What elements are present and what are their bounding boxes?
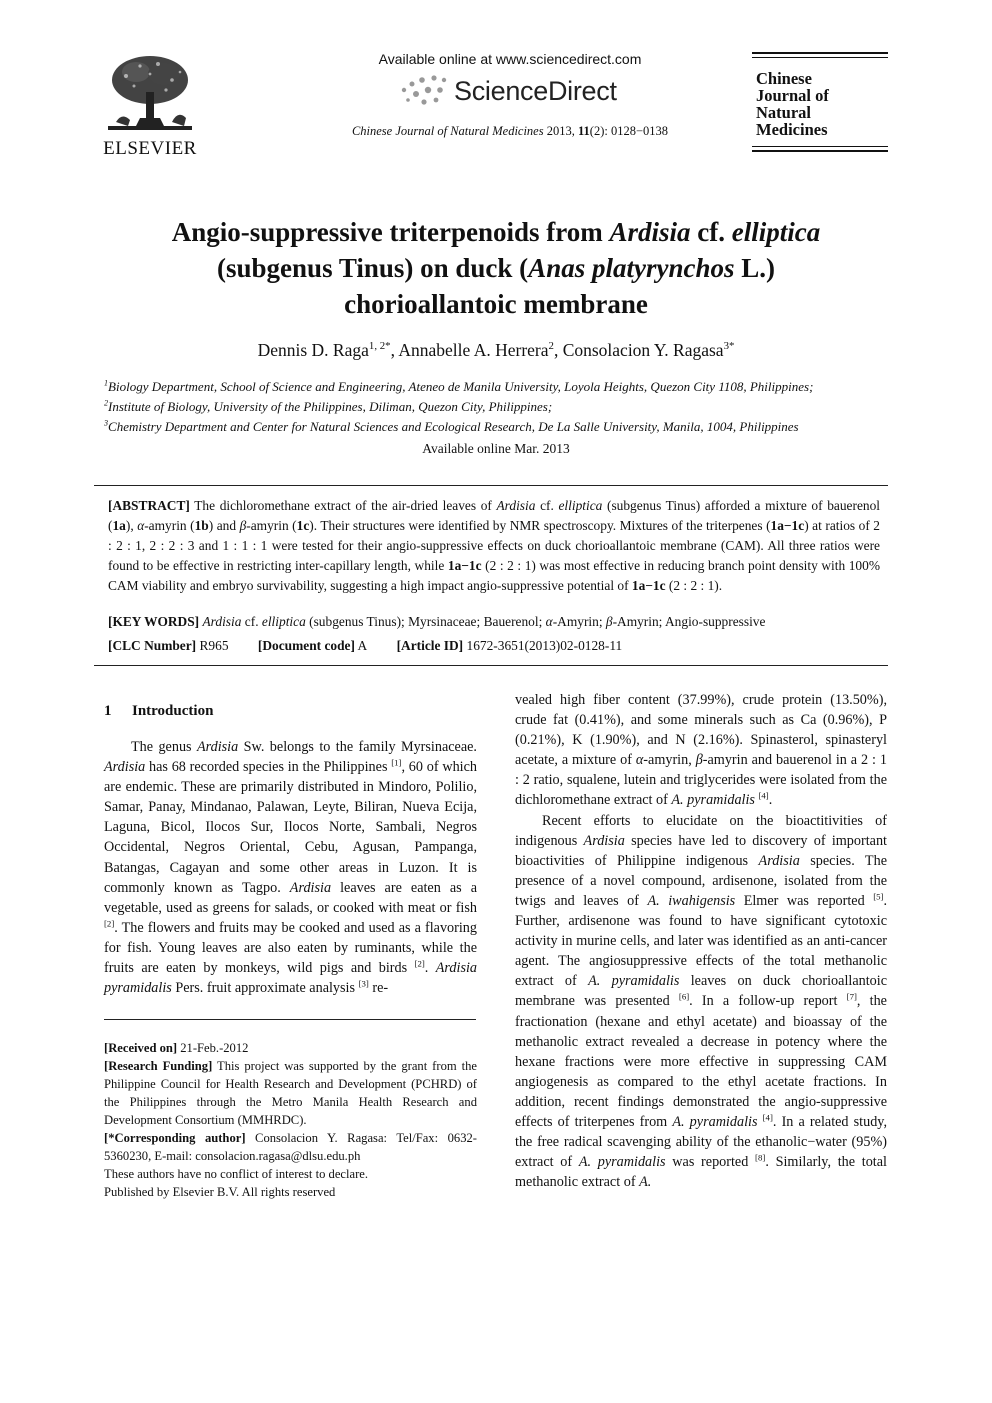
citation-ref[interactable]: [7] <box>846 991 857 1002</box>
journal-citation <box>300 124 720 139</box>
text-run: (subgenus Tinus); Myrsinaceae; Bauerenol; <box>305 614 546 629</box>
italic-text: A. pyramidalis <box>671 792 755 809</box>
article-id <box>397 638 623 654</box>
affiliation-num: 2 <box>104 398 109 408</box>
text-run: . <box>768 792 773 809</box>
text-run: leaves on duck chorioallantoic membrane was presented <box>515 973 887 1010</box>
bold-text: [Article ID] <box>396 638 464 653</box>
available-online-date: Available online Mar. 2013 <box>422 441 570 456</box>
footnotes <box>104 1039 477 1201</box>
text-run: (2 : 2 : 1). <box>665 578 723 593</box>
affiliation-item <box>104 397 894 417</box>
citation-ref[interactable]: [1] <box>391 757 402 768</box>
text-run: (2 : 2 : 1) was most effective in reducing branch point density with 100% CAM viability and embryo survivability, suggesting a high impact angio-suppressive potential of <box>108 558 880 593</box>
citation-year: 2013, <box>546 124 575 138</box>
footnote-conflict: These authors have no conflict of interest to declare. <box>104 1167 369 1181</box>
paragraph <box>104 737 477 998</box>
title-text-italic: elliptica <box>731 217 821 247</box>
italic-text: A. pyramidalis <box>578 1154 666 1171</box>
text-run: species have led to discovery of important bioactivities of Philippine indigenous <box>515 832 887 869</box>
sciencedirect-wordmark: ScienceDirect <box>454 76 617 106</box>
italic-text: elliptica <box>261 614 306 629</box>
italic-text: A. <box>639 1174 652 1191</box>
title-text: L.) <box>734 253 775 283</box>
author-affil-sup: 3* <box>723 340 735 353</box>
text-run: Recent efforts to elucidate on the bioactitivities of indigenous <box>515 812 887 849</box>
affiliation-num: 3 <box>104 418 109 428</box>
italic-text: Ardisia <box>496 498 536 513</box>
text-run: . The flowers and fruits may be cooked and used as a flavoring for fish. Young leaves are also eaten by ruminants, while the fruits are eaten by monkeys, wild pigs and birds <box>104 919 477 977</box>
italic-text: β <box>695 752 703 769</box>
text-run: The dichloromethane extract of the air-dried leaves of <box>189 498 497 513</box>
abstract-bottom-rule <box>94 665 888 666</box>
title-text: (subgenus Tinus) on duck ( <box>217 253 529 283</box>
citation-ref[interactable]: [4] <box>758 790 769 801</box>
italic-text: Ardisia <box>289 879 332 896</box>
text-run: cf. <box>241 614 262 629</box>
italic-text: Ardisia pyramidalis <box>104 960 478 997</box>
text-run: , the fractionation (hexane and ethyl acetate) and bioassay of the methanolic extract revealed a decrease in potency where the hexane fractions were more effective in suppressing CAM angiogenesis as compared to the ethyl acetate fractions. In addition, recent findings demonstrated the angio-suppressive effects of triterpenes from <box>515 993 887 1130</box>
text-run: Consolacion Y. Ragasa: Tel/Fax: 0632-5360230, E-mail: consolacion.ragasa@dlsu.edu.ph <box>104 1131 477 1163</box>
abstract <box>108 496 880 596</box>
italic-text: Ardisia <box>758 852 800 869</box>
text-run: re- <box>368 980 389 997</box>
title-text: cf. <box>690 217 732 247</box>
bold-text: 1b <box>194 518 209 533</box>
text-run: A <box>354 638 368 653</box>
citation-journal: Chinese Journal of Natural Medicines <box>351 124 544 138</box>
text-run: leaves are eaten as a vegetable, used as greens for salads, or cooked with meat or fish <box>104 879 477 916</box>
italic-text: A. pyramidalis <box>672 1113 758 1130</box>
citation-ref[interactable]: [4] <box>762 1112 773 1123</box>
bold-text: [Research Funding] <box>104 1059 213 1073</box>
author-name[interactable]: Consolacion Y. Ragasa <box>562 340 724 360</box>
citation-ref[interactable]: [2] <box>104 918 115 929</box>
text-run: This project was supported by the grant from the Philippine Council for Health Research and Development (PCHRD) of the Philippines through the Metro Manila Health Research and Development Consortium (MMHRDC). <box>104 1059 478 1127</box>
journal-box-top-rule-thin <box>752 57 888 58</box>
text-run: , 60 of which are endemic. These are primarily distributed in Mindoro, Polilio, Samar, Panay, Mindanao, Palawan, Leyte, Biliran, Nueva Ecija, Laguna, Bicol, Ilocos Sur, Ilocos Norte, Sambali, Negros Occidental, Negros Oriental, Cebu, Agusan, Pampanga, Batangas, Cagayan and some other areas in Luzon. It is commonly known as Tagpo. <box>104 759 477 896</box>
italic-text: A. pyramidalis <box>588 973 680 990</box>
author-affil-sup: 1, 2* <box>368 340 391 353</box>
text-run: . In a follow-up report <box>689 993 847 1010</box>
italic-text: α <box>137 518 145 533</box>
italic-text: elliptica <box>558 498 603 513</box>
bold-text: 1a <box>112 518 126 533</box>
affiliation-text: Institute of Biology, University of the Philippines, Diliman, Quezon City, Philippines; <box>108 399 553 414</box>
elsevier-tree-icon <box>106 52 194 134</box>
journal-box-line: Chinese <box>756 69 812 88</box>
abstract-label: [ABSTRACT] <box>108 498 190 513</box>
text-run: Pers. fruit approximate analysis <box>171 980 359 997</box>
footnote-funding <box>104 1057 477 1129</box>
footnote-received <box>104 1039 477 1057</box>
author-name[interactable]: Annabelle A. Herrera <box>398 340 549 360</box>
journal-box-bottom-rule <box>752 150 888 152</box>
text-run: . <box>424 960 436 977</box>
text-run: ). Their structures were identified by NMR spectroscopy. Mixtures of the triterpenes ( <box>309 518 771 533</box>
text-run: vealed high fiber content (37.99%), crude protein (13.50%), crude fat (0.41%), and some minerals such as Ca (0.96%), P (0.21%), K (1.90%), and N (2.16%). Spinasterol, spinasteryl acetate, a mixture of <box>515 692 887 769</box>
text-run: -amyrin ( <box>246 518 297 533</box>
publisher-name: ELSEVIER <box>103 138 197 159</box>
right-column-body <box>515 690 887 1192</box>
italic-text: α <box>635 752 644 769</box>
text-run: -Amyrin; Angio-suppressive <box>612 614 766 629</box>
author-separator: , <box>390 340 399 360</box>
citation-volume: 11 <box>577 124 590 138</box>
title-text-italic: Anas platyrynchos <box>528 253 735 283</box>
journal-box-line: Medicines <box>756 120 828 139</box>
italic-text: A. iwahigensis <box>647 892 736 909</box>
available-online-line[interactable]: Available online at www.sciencedirect.com <box>378 51 642 67</box>
bold-text: 1a−1c <box>631 578 666 593</box>
italic-text: β <box>239 518 247 533</box>
author-list <box>60 340 932 361</box>
text-run: Elmer was reported <box>735 892 874 909</box>
italic-text: β <box>605 614 613 629</box>
article-title <box>60 214 932 322</box>
affiliation-item <box>104 417 894 437</box>
italic-text: Ardisia <box>583 832 625 849</box>
text-run: -amyrin, <box>643 752 696 769</box>
text-run: ) and <box>208 518 240 533</box>
author-separator: , <box>553 340 563 360</box>
citation-issue-pages: (2): 0128−0138 <box>589 124 669 138</box>
text-run: cf. <box>535 498 559 513</box>
sciencedirect-dots-icon <box>396 72 452 112</box>
text-run: . Similarly, the total methanolic extract of <box>515 1154 887 1191</box>
bold-text: 1a−1c <box>770 518 805 533</box>
text-run: (subgenus Tinus) afforded a mixture of bauerenol ( <box>108 498 880 533</box>
citation-ref[interactable]: [8] <box>755 1152 766 1163</box>
journal-box-line: Natural <box>756 103 811 122</box>
footnote-rule <box>104 1019 476 1020</box>
affiliations <box>104 377 894 437</box>
title-text: Angio-suppressive triterpenoids from <box>171 217 610 247</box>
italic-text: α <box>545 614 553 629</box>
text-run: . In a related study, the free radical scavenging ability of the ethanolic−water (95%) extract of <box>515 1113 888 1171</box>
text-run: was reported <box>665 1154 756 1171</box>
bold-text: 1c <box>296 518 310 533</box>
text-run: -Amyrin; <box>552 614 606 629</box>
keywords-label: [KEY WORDS] <box>108 614 200 629</box>
citation-ref[interactable]: [5] <box>873 891 884 902</box>
text-run: 1672-3651(2013)02-0128-11 <box>463 638 623 653</box>
journal-box-bottom-rule-thin <box>752 146 888 147</box>
footnote-published: Published by Elsevier B.V. All rights reserved <box>104 1185 336 1199</box>
author-affil-sup: 2 <box>548 340 554 353</box>
left-column-body <box>104 737 477 998</box>
italic-text: Ardisia <box>104 759 146 776</box>
clc-number <box>108 638 229 654</box>
text-run: . Further, ardisenone was found to have significant cytotoxic activity in murine cells, and later was identified as an anti-cancer agent. The angiosuppressive effects of the total methanolic extract of <box>515 892 887 990</box>
journal-box-top-rule <box>752 52 888 54</box>
title-text-italic: Ardisia <box>609 217 691 247</box>
document-code <box>258 638 367 654</box>
italic-text: Ardisia <box>202 614 242 629</box>
paragraph <box>515 811 887 1193</box>
footnote-corresponding <box>104 1129 477 1165</box>
affiliation-text: Chemistry Department and Center for Natural Sciences and Ecological Research, De La Salle University, Manila, 1004, Philippines <box>108 419 799 434</box>
affiliation-item <box>104 377 894 397</box>
text-run: The genus <box>131 739 197 755</box>
affiliation-num: 1 <box>104 378 109 388</box>
italic-text: Ardisia <box>196 739 239 755</box>
elsevier-logo <box>100 52 200 160</box>
author-name[interactable]: Dennis D. Raga <box>257 340 369 360</box>
bold-text: 1a−1c <box>447 558 482 573</box>
text-run: -amyrin ( <box>144 518 195 533</box>
article-identifiers <box>108 638 880 654</box>
text-run: R965 <box>196 638 229 653</box>
citation-ref[interactable]: [6] <box>678 991 690 1002</box>
affiliation-text: Biology Department, School of Science and Engineering, Ateneo de Manila University, Loyola Heights, Quezon City 1108, Philippines; <box>108 379 814 394</box>
bold-text: [*Corresponding author] <box>104 1131 246 1145</box>
text-run: species. The presence of a novel compound, ardisenone, isolated from the twigs and leaves of <box>515 852 887 909</box>
bold-text: [Document code] <box>257 638 355 653</box>
text-run: ) at ratios of 2 : 2 : 1, 2 : 2 : 3 and 1 : 1 : 1 were tested for their angio-suppressive effects on duck chorioallantoic membrane (CAM). All three ratios were found to be effective in restricting inter-capillary length, while <box>108 518 880 573</box>
citation-ref[interactable]: [2] <box>414 958 425 969</box>
paragraph <box>515 690 887 811</box>
citation-ref[interactable]: [3] <box>358 978 369 989</box>
text-run: ), <box>125 518 138 533</box>
section-title: Introduction <box>132 703 214 719</box>
sciencedirect-logo[interactable] <box>396 70 636 114</box>
abstract-top-rule <box>94 485 888 486</box>
bold-text: [CLC Number] <box>108 638 197 653</box>
section-heading <box>104 703 213 720</box>
journal-box <box>752 52 888 156</box>
text-run: has 68 recorded species in the Philippines <box>145 759 392 776</box>
title-text: chorioallantoic membrane <box>344 289 648 319</box>
text-run: 21-Feb.-2012 <box>177 1041 249 1055</box>
text-run: Sw. belongs to the family Myrsinaceae. <box>238 739 477 755</box>
bold-text: [Received on] <box>104 1041 178 1055</box>
text-run: -amyrin and bauerenol in a 2 : 1 : 2 ratio, squalene, lutein and triglycerides were isolated from the dichloromethane extract of <box>515 752 887 809</box>
section-number: 1 <box>104 703 112 719</box>
keywords <box>108 612 880 632</box>
journal-box-line: Journal of <box>756 86 829 105</box>
journal-box-title <box>756 70 829 138</box>
